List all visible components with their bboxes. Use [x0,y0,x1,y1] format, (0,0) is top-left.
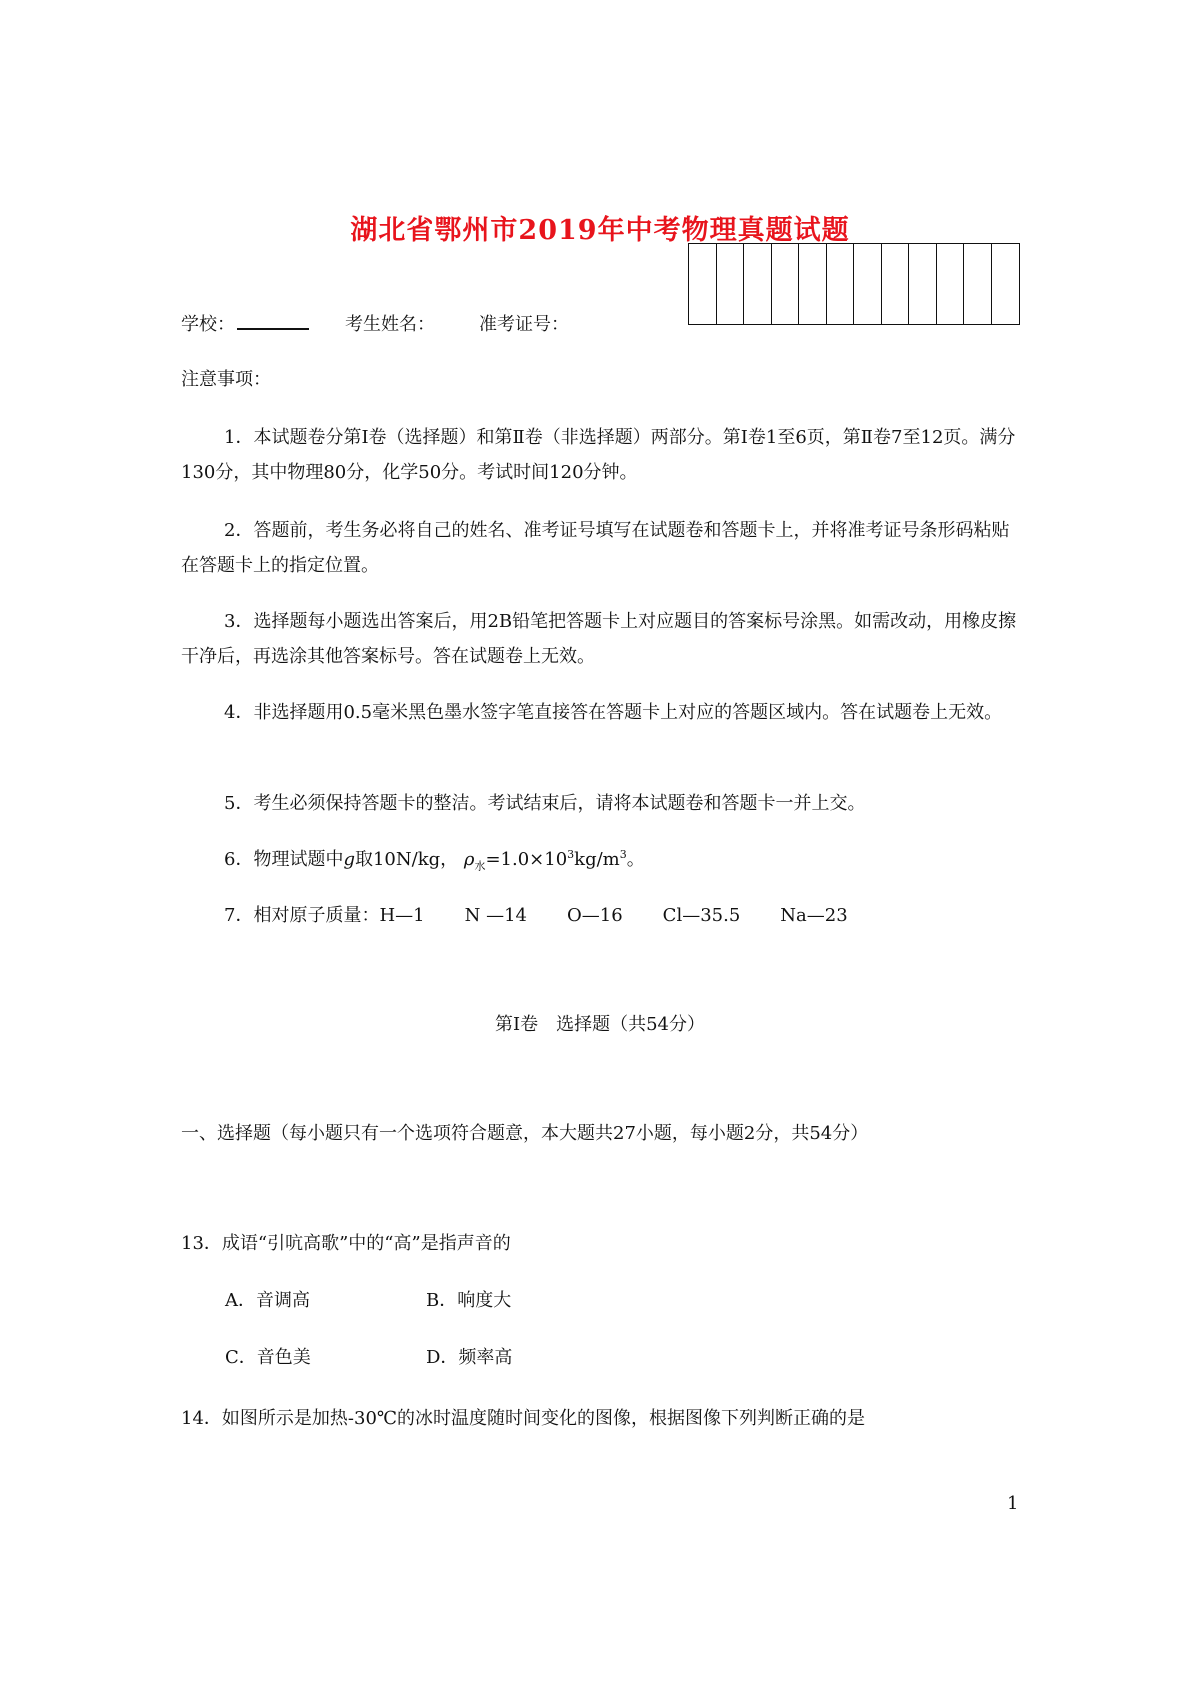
note-item: 2．答题前，考生务必将自己的姓名、准考证号填写在试题卷和答题卡上，并将准考证号条形码粘贴在答题卡上的指定位置。 [181,520,1010,576]
exam-id-box[interactable] [799,244,827,324]
exam-id-box[interactable] [882,244,910,324]
exam-id-box[interactable] [717,244,745,324]
note6-unit-exponent: 3 [619,848,627,861]
page-title: 湖北省鄂州市2019年中考物理真题试题 [350,215,850,246]
rho-symbol: ρ [463,849,475,870]
note-item: 1．本试题卷分第Ⅰ卷（选择题）和第Ⅱ卷（非选择题）两部分。第Ⅰ卷1至6页，第Ⅱ卷7至12页。满分130分，其中物理80分，化学50分。考试时间120分钟。 [181,427,1016,483]
exam-id-box[interactable] [827,244,855,324]
note6-mid: 取10N/kg， [354,849,459,870]
note6-value: =1.0×10 [485,849,568,870]
exam-id-boxes[interactable] [688,243,1020,325]
exam-id-box[interactable] [909,244,937,324]
exam-id-box[interactable] [937,244,965,324]
option-c[interactable]: C．音色美 [225,1347,311,1368]
atomic-mass-item: O—16 [567,905,623,926]
notes-heading: 注意事项： [181,369,271,390]
exam-id-box[interactable] [772,244,800,324]
note6-exponent: 3 [567,848,575,861]
exam-id-label: 准考证号： [479,314,569,335]
exam-id-box[interactable] [992,244,1020,324]
question-13-options-row [225,1286,627,1312]
gravity-symbol: g [343,849,355,870]
section-heading: 第Ⅰ卷 选择题（共54分） [494,1014,705,1035]
atomic-mass-item: Na—23 [780,905,848,926]
question-13-stem: 13．成语“引吭高歌”中的“高”是指声音的 [181,1233,511,1254]
note-item: 5．考生必须保持答题卡的整洁。考试结束后，请将本试题卷和答题卡一并上交。 [224,793,866,814]
note7-label: 7．相对原子质量： [224,905,380,926]
question-14-stem: 14．如图所示是加热-30℃的冰时温度随时间变化的图像，根据图像下列判断正确的是 [181,1408,866,1429]
school-blank[interactable] [237,310,309,330]
name-label: 考生姓名： [345,314,435,335]
exam-id-box[interactable] [964,244,992,324]
note6-prefix: 6．物理试题中 [224,849,344,870]
atomic-mass-item: Cl—35.5 [662,905,741,926]
note-item: 4．非选择题用0.5毫米黑色墨水签字笔直接答在答题卡上对应的答题区域内。答在试题卷上无效。 [224,702,1003,723]
atomic-mass-item: N —14 [464,905,527,926]
option-b[interactable]: B．响度大 [426,1290,512,1311]
option-d[interactable]: D．频率高 [426,1347,513,1368]
note-item: 3．选择题每小题选出答案后，用2B铅笔把答题卡上对应题目的答案标号涂黑。如需改动，用橡皮擦干净后，再选涂其他答案标号。答在试题卷上无效。 [181,611,1017,667]
note-item-7 [181,898,1021,933]
note6-suffix: 。 [626,849,645,870]
rho-subscript: 水 [474,859,486,873]
exam-id-box[interactable] [689,244,717,324]
page-number: 1 [1007,1493,1019,1514]
candidate-info-line [181,310,569,336]
option-a[interactable]: A．音调高 [225,1290,310,1311]
atomic-mass-item: H—1 [379,905,425,926]
note-item-6 [181,842,1021,877]
part-heading: 一、选择题（每小题只有一个选项符合题意，本大题共27小题，每小题2分，共54分） [181,1123,869,1144]
school-label: 学校： [181,314,235,335]
exam-id-box[interactable] [744,244,772,324]
exam-id-box[interactable] [854,244,882,324]
question-13-options-row [225,1343,627,1369]
note6-unit: kg/m [574,849,620,870]
